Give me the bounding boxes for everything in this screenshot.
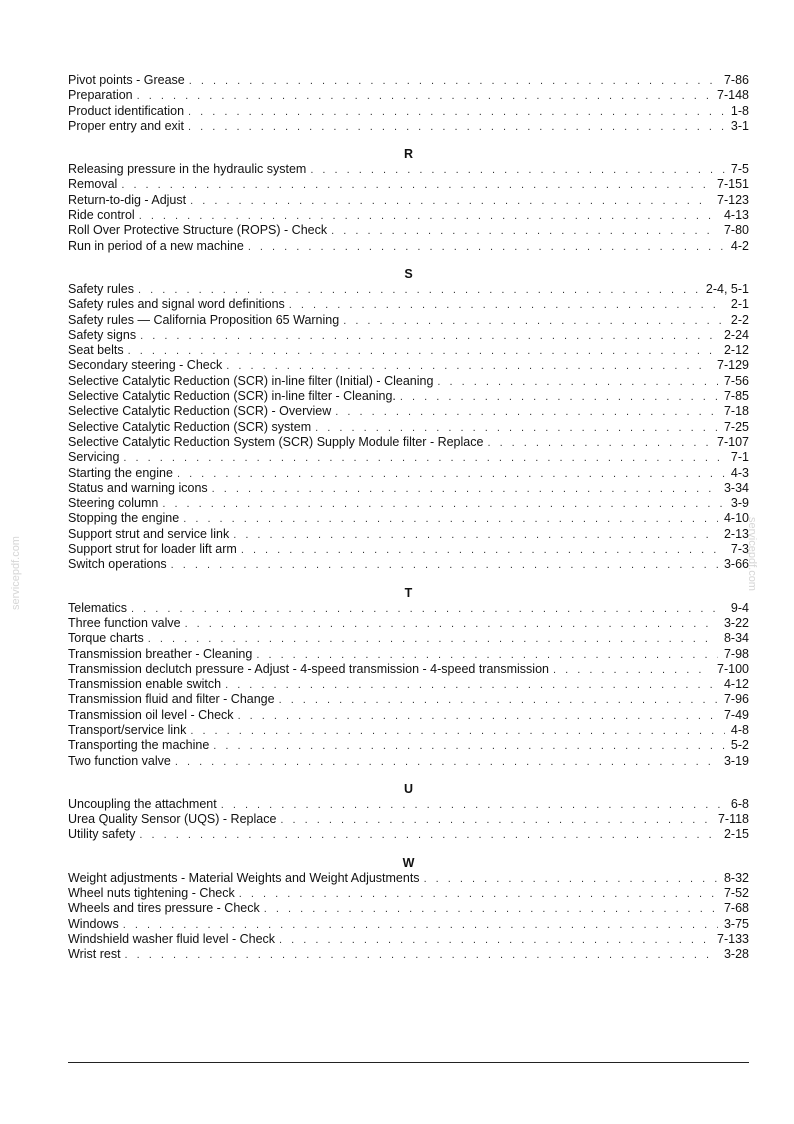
index-entry-page: 3-66 [723, 557, 749, 572]
dot-leader [437, 375, 718, 390]
index-entry-label: Selective Catalytic Reduction (SCR) in-line filter (Initial) - Cleaning [68, 373, 434, 388]
index-entry-page: 2-1 [730, 297, 749, 312]
index-entry-page: 4-8 [730, 722, 749, 737]
index-entry-label: Secondary steering - Check [68, 358, 223, 373]
index-entry[interactable] [68, 343, 749, 358]
dot-leader [264, 902, 718, 917]
index-entry[interactable] [68, 313, 749, 328]
index-entry[interactable] [68, 282, 749, 297]
index-entry-label: Transmission breather - Cleaning [68, 646, 253, 661]
index-entry-page: 2-15 [723, 827, 749, 842]
dot-leader [280, 813, 712, 828]
index-entry[interactable] [68, 708, 749, 723]
index-entry-label: Pivot points - Grease [68, 73, 185, 87]
index-entry[interactable] [68, 932, 749, 947]
index-entry[interactable] [68, 328, 749, 343]
index-entry-label: Telematics [68, 600, 128, 615]
dot-leader [189, 74, 718, 89]
index-list [68, 73, 749, 963]
index-entry-page: 7-49 [723, 707, 749, 722]
dot-leader [343, 314, 725, 329]
index-entry[interactable] [68, 162, 749, 177]
dot-leader [248, 240, 725, 255]
index-entry[interactable] [68, 358, 749, 373]
index-entry-page: 3-22 [723, 615, 749, 630]
index-entry-label: Status and warning icons [68, 480, 208, 495]
dot-leader [123, 918, 718, 933]
index-entry-page: 4-10 [723, 511, 749, 526]
index-entry-page: 7-98 [723, 646, 749, 661]
dot-leader [256, 648, 718, 663]
index-entry[interactable] [68, 193, 749, 208]
index-entry-label: Steering column [68, 496, 159, 511]
index-entry-page: 7-118 [717, 812, 749, 827]
dot-leader [188, 105, 725, 120]
index-section-t [68, 586, 749, 769]
index-entry[interactable] [68, 223, 749, 238]
index-entry-page: 7-3 [730, 542, 749, 557]
index-entry-label: Transport/service link [68, 722, 187, 737]
dot-leader [139, 209, 718, 224]
index-entry-page: 4-13 [723, 208, 749, 223]
index-entry[interactable] [68, 738, 749, 753]
index-entry-label: Wheels and tires pressure - Check [68, 901, 260, 916]
dot-leader [137, 89, 711, 104]
index-entry[interactable] [68, 901, 749, 916]
dot-leader [121, 178, 711, 193]
dot-leader [212, 482, 718, 497]
index-entry-page: 2-12 [723, 343, 749, 358]
index-entry-label: Removal [68, 177, 118, 192]
index-entry-page: 7-18 [723, 404, 749, 419]
index-entry[interactable] [68, 886, 749, 901]
index-entry-label: Selective Catalytic Reduction (SCR) system [68, 419, 312, 434]
index-entry-page: 4-2 [730, 238, 749, 253]
index-entry-page: 1-8 [730, 103, 749, 118]
index-entry-page: 7-68 [723, 901, 749, 916]
index-entry-label: Selective Catalytic Reduction System (SCR) Supply Module filter - Replace [68, 434, 484, 449]
index-entry[interactable] [68, 527, 749, 542]
index-entry-page: 7-107 [717, 434, 749, 449]
index-entry-label: Ride control [68, 208, 135, 223]
index-entry-page: 7-86 [723, 73, 749, 87]
section-letter-heading: T [404, 585, 413, 600]
index-entry[interactable] [68, 677, 749, 692]
index-section-s [68, 267, 749, 573]
index-entry-page: 2-2 [730, 312, 749, 327]
index-entry[interactable] [68, 389, 749, 404]
dot-leader [138, 283, 700, 298]
index-entry[interactable] [68, 208, 749, 223]
index-entry[interactable] [68, 450, 749, 465]
index-entry-label: Safety rules and signal word definitions [68, 297, 285, 312]
index-entry-page: 5-2 [730, 738, 749, 753]
index-entry-page: 2-4, 5-1 [705, 281, 749, 296]
dot-leader [171, 558, 718, 573]
dot-leader [226, 359, 711, 374]
index-entry-label: Windows [68, 916, 119, 931]
index-entry[interactable] [68, 374, 749, 389]
index-entry-label: Support strut for loader lift arm [68, 542, 237, 557]
index-entry-label: Stopping the engine [68, 511, 180, 526]
dot-leader [213, 739, 725, 754]
index-entry[interactable] [68, 88, 749, 103]
dot-leader [162, 497, 725, 512]
index-entry[interactable] [68, 647, 749, 662]
dot-leader [400, 390, 718, 405]
index-entry[interactable] [68, 297, 749, 312]
index-entry[interactable] [68, 692, 749, 707]
index-entry[interactable] [68, 420, 749, 435]
index-section-continued [68, 73, 749, 134]
index-entry[interactable] [68, 496, 749, 511]
index-entry-page: 7-1 [730, 450, 749, 465]
dot-leader [279, 693, 718, 708]
index-entry-page: 8-34 [723, 631, 749, 646]
index-entry[interactable] [68, 662, 749, 677]
index-entry-label: Wrist rest [68, 947, 121, 962]
dot-leader [279, 933, 711, 948]
index-entry-label: Selective Catalytic Reduction (SCR) - Overview [68, 404, 332, 419]
dot-leader [190, 194, 711, 209]
index-entry-page: 7-148 [717, 88, 749, 103]
index-entry[interactable] [68, 797, 749, 812]
dot-leader [553, 663, 711, 678]
index-entry[interactable] [68, 435, 749, 450]
index-entry[interactable] [68, 616, 749, 631]
index-entry[interactable] [68, 812, 749, 827]
index-entry[interactable] [68, 73, 749, 88]
dot-leader [128, 344, 718, 359]
dot-leader [233, 528, 718, 543]
index-entry-label: Safety rules [68, 281, 135, 296]
index-entry-page: 7-100 [717, 661, 749, 676]
dot-leader [424, 872, 718, 887]
index-entry-label: Return-to-dig - Adjust [68, 192, 187, 207]
section-letter-heading: U [403, 781, 414, 796]
index-entry[interactable] [68, 542, 749, 557]
index-entry-page: 7-52 [723, 886, 749, 901]
index-entry-label: Wheel nuts tightening - Check [68, 886, 235, 901]
index-entry[interactable] [68, 404, 749, 419]
dot-leader [315, 421, 718, 436]
index-entry-label: Releasing pressure in the hydraulic system [68, 162, 307, 177]
dot-leader [221, 798, 725, 813]
index-entry-page: 6-8 [730, 796, 749, 811]
dot-leader [188, 120, 725, 135]
index-entry-label: Roll Over Protective Structure (ROPS) - Check [68, 223, 328, 238]
dot-leader [239, 887, 718, 902]
index-entry-label: Seat belts [68, 343, 124, 358]
index-entry-label: Product identification [68, 103, 185, 118]
index-entry[interactable] [68, 754, 749, 769]
index-entry-label: Windshield washer fluid level - Check [68, 931, 276, 946]
index-entry-label: Two function valve [68, 753, 171, 768]
index-entry-page: 9-4 [730, 600, 749, 615]
index-entry[interactable] [68, 466, 749, 481]
index-entry-label: Transmission declutch pressure - Adjust - 4-speed transmission - 4-speed transmission [68, 661, 549, 676]
index-entry-label: Support strut and service link [68, 526, 230, 541]
index-entry-label: Switch operations [68, 557, 167, 572]
index-entry-label: Proper entry and exit [68, 118, 185, 133]
index-entry-label: Transmission enable switch [68, 677, 222, 692]
index-entry-label: Safety rules — California Proposition 65 Warning [68, 312, 340, 327]
index-entry-page: 2-24 [723, 327, 749, 342]
index-entry[interactable] [68, 239, 749, 254]
index-section-r [68, 147, 749, 254]
dot-leader [331, 224, 718, 239]
index-entry-page: 7-151 [717, 177, 749, 192]
dot-leader [183, 512, 718, 527]
index-entry-label: Transmission oil level - Check [68, 707, 234, 722]
index-entry-page: 3-28 [723, 947, 749, 962]
dot-leader [289, 298, 725, 313]
index-entry-page: 3-9 [730, 496, 749, 511]
dot-leader [487, 436, 711, 451]
index-entry-page: 4-12 [723, 677, 749, 692]
section-letter-heading: R [403, 147, 414, 162]
index-entry-page: 7-56 [723, 373, 749, 388]
footer-rule [68, 1062, 749, 1063]
dot-leader [123, 451, 725, 466]
section-letter-heading: W [402, 855, 415, 870]
index-entry[interactable] [68, 827, 749, 842]
index-entry-page: 7-133 [717, 931, 749, 946]
index-entry-label: Starting the engine [68, 465, 173, 480]
index-entry[interactable] [68, 104, 749, 119]
index-entry-page: 2-13 [723, 526, 749, 541]
index-entry-page: 4-3 [730, 465, 749, 480]
dot-leader [148, 632, 718, 647]
index-entry-page: 7-25 [723, 419, 749, 434]
index-entry[interactable] [68, 557, 749, 572]
index-entry-label: Safety signs [68, 327, 137, 342]
index-entry[interactable] [68, 723, 749, 738]
index-section-u [68, 782, 749, 843]
dot-leader [140, 329, 718, 344]
dot-leader [225, 678, 718, 693]
watermark-left: servicepdf.com [10, 536, 22, 610]
index-entry-label: Urea Quality Sensor (UQS) - Replace [68, 812, 277, 827]
index-entry-page: 7-5 [730, 162, 749, 177]
index-entry-label: Uncoupling the attachment [68, 796, 217, 811]
watermark-right: servicepdf.com [746, 517, 758, 591]
index-entry-page: 3-19 [723, 753, 749, 768]
index-entry[interactable] [68, 481, 749, 496]
index-entry-label: Run in period of a new machine [68, 238, 244, 253]
index-entry-label: Transporting the machine [68, 738, 210, 753]
dot-leader [310, 163, 725, 178]
index-entry[interactable] [68, 177, 749, 192]
index-entry-page: 3-34 [723, 480, 749, 495]
index-entry-page: 7-85 [723, 389, 749, 404]
dot-leader [238, 709, 718, 724]
index-entry-label: Selective Catalytic Reduction (SCR) in-line filter - Cleaning. [68, 389, 396, 404]
index-entry[interactable] [68, 511, 749, 526]
index-entry-page: 3-1 [730, 118, 749, 133]
index-entry[interactable] [68, 871, 749, 886]
dot-leader [185, 617, 718, 632]
index-entry-label: Weight adjustments - Material Weights and Weight Adjustments [68, 870, 420, 885]
index-entry-page: 7-80 [723, 223, 749, 238]
index-entry-page: 3-75 [723, 916, 749, 931]
dot-leader [241, 543, 725, 558]
index-entry[interactable] [68, 947, 749, 962]
index-section-w [68, 856, 749, 963]
index-entry-page: 8-32 [723, 870, 749, 885]
index-entry-label: Torque charts [68, 631, 144, 646]
section-letter-heading: S [404, 266, 413, 281]
index-entry[interactable] [68, 119, 749, 134]
index-entry-label: Preparation [68, 88, 133, 103]
dot-leader [131, 602, 725, 617]
dot-leader [190, 724, 725, 739]
index-entry-page: 7-123 [717, 192, 749, 207]
index-entry-page: 7-96 [723, 692, 749, 707]
dot-leader [125, 948, 718, 963]
dot-leader [175, 755, 718, 770]
dot-leader [177, 467, 725, 482]
index-entry-label: Servicing [68, 450, 120, 465]
index-entry-label: Three function valve [68, 615, 181, 630]
dot-leader [335, 405, 718, 420]
index-entry-label: Transmission fluid and filter - Change [68, 692, 275, 707]
index-entry[interactable] [68, 601, 749, 616]
index-entry-label: Utility safety [68, 827, 136, 842]
index-entry-page: 7-129 [717, 358, 749, 373]
dot-leader [139, 828, 718, 843]
index-entry[interactable] [68, 631, 749, 646]
index-entry[interactable] [68, 917, 749, 932]
